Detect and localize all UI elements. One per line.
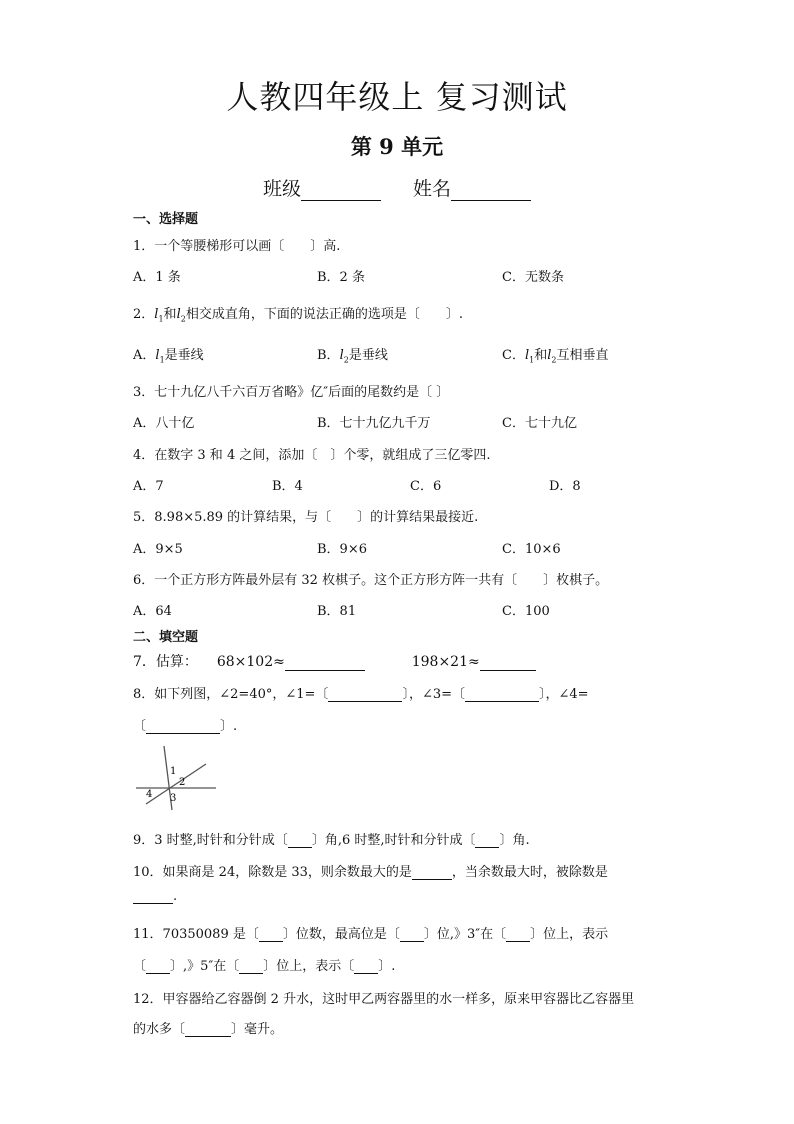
q4-option-b[interactable]: B．4 <box>272 479 303 494</box>
q1-option-c[interactable]: C．无数条 <box>502 270 564 285</box>
q7-blank-1[interactable] <box>285 656 365 671</box>
q7-label: 7．估算： <box>133 654 198 670</box>
question-10-line-2 <box>133 889 177 904</box>
q11-text-3: 〕位,》3″在〔 <box>423 927 507 942</box>
q11-text-7: 〕位上，表示〔 <box>263 959 355 974</box>
angle-label-2: 2 <box>179 777 186 788</box>
question-11-line-2 <box>133 955 395 974</box>
q2-c-sub1: 1 <box>529 355 535 365</box>
q2-l1: l <box>154 307 159 322</box>
q2-c-sub2: 2 <box>551 355 557 365</box>
q9-blank-2[interactable] <box>475 833 499 848</box>
question-5: 5．8.98×5.89 的计算结果，与〔 〕的计算结果最接近. <box>133 510 479 525</box>
q2-sub2: 2 <box>180 314 186 324</box>
q5-option-b[interactable]: B．9×6 <box>317 542 367 557</box>
question-9 <box>133 829 530 848</box>
q2-and: 和 <box>163 307 177 322</box>
q8-blank-3[interactable] <box>465 687 539 702</box>
q11-text-6: 〕,》5″在〔 <box>170 959 240 974</box>
q8-open: 〔 <box>133 719 147 734</box>
q9-text-2: 〕角,6 时整,时针和分针成〔 <box>311 833 476 848</box>
q11-text-2: 〕位数，最高位是〔 <box>282 927 400 942</box>
q12-blank[interactable] <box>185 1022 231 1037</box>
q12-text-1: 的水多〔 <box>133 1022 186 1037</box>
q11-text-1: 11．70350089 是〔 <box>133 927 259 942</box>
q11-text-5: 〔 <box>133 959 147 974</box>
q9-blank-1[interactable] <box>288 833 312 848</box>
q2-number: 2． <box>133 307 155 322</box>
q2-c-l1: l <box>524 348 530 363</box>
q2-l2: l <box>176 307 181 322</box>
q11-blank-4[interactable] <box>146 959 170 974</box>
question-12: 12．甲容器给乙容器倒 2 升水，这时甲乙两容器里的水一样多，原来甲容器比乙容器里 <box>133 992 635 1007</box>
q8-text-2: 〕，∠3=〔 <box>402 687 465 702</box>
q11-blank-1[interactable] <box>259 927 283 942</box>
angle-figure <box>130 742 222 812</box>
q6-option-a[interactable]: A．64 <box>133 604 172 619</box>
page-title: 人教四年级上 复习测试 <box>226 78 568 116</box>
question-2 <box>133 303 463 324</box>
question-8 <box>133 683 589 702</box>
q2-b-sub: 2 <box>343 355 349 365</box>
q2-b-prefix: B． <box>317 348 340 363</box>
question-6: 6．一个正方形方阵最外层有 32 枚棋子。这个正方形方阵一共有〔 〕枚棋子。 <box>133 573 609 588</box>
q2-a-sub: 1 <box>159 355 165 365</box>
q2-option-a[interactable] <box>133 344 204 365</box>
q2-c-l2: l <box>547 348 552 363</box>
q2-option-b[interactable] <box>317 344 388 365</box>
q2-text: 相交成直角，下面的说法正确的选项是〔 〕. <box>185 307 463 322</box>
q1-option-a[interactable]: A．1 条 <box>133 270 181 285</box>
question-7 <box>133 651 536 671</box>
q12-text-2: 〕毫升。 <box>231 1022 284 1037</box>
q8-close: 〕. <box>220 719 238 734</box>
question-3: 3．七十九亿八千六百万省略》亿″后面的尾数约是〔 〕 <box>133 385 450 400</box>
q2-sub1: 1 <box>158 314 164 324</box>
question-1: 1．一个等腰梯形可以画〔 〕高. <box>133 239 341 254</box>
q2-b-text: 是垂线 <box>348 348 388 363</box>
q9-text-3: 〕角. <box>499 833 530 848</box>
question-4: 4．在数字 3 和 4 之间，添加〔 〕个零，就组成了三亿零四. <box>133 448 491 463</box>
q2-a-text: 是垂线 <box>164 348 204 363</box>
q11-blank-2[interactable] <box>400 927 424 942</box>
q3-option-b[interactable]: B．七十九亿九千万 <box>317 416 431 431</box>
q6-option-c[interactable]: C．100 <box>502 604 550 619</box>
question-12-line-2 <box>133 1018 283 1037</box>
q7-expr-1: 68×102≈ <box>216 654 285 670</box>
q10-text-2: ，当余数最大时，被除数是 <box>451 865 608 880</box>
q2-a-l: l <box>155 348 160 363</box>
q11-blank-6[interactable] <box>354 959 378 974</box>
angle-label-1: 1 <box>170 766 177 777</box>
angle-label-4: 4 <box>146 789 153 800</box>
section-heading-choice: 一、选择题 <box>133 212 199 227</box>
q1-option-b[interactable]: B．2 条 <box>317 270 365 285</box>
q5-option-a[interactable]: A．9×5 <box>133 542 183 557</box>
q10-blank-1[interactable] <box>412 865 452 880</box>
q2-option-c[interactable] <box>502 344 609 365</box>
q4-option-a[interactable]: A．7 <box>133 479 164 494</box>
q8-text-3: 〕，∠4= <box>539 687 589 702</box>
q11-text-4: 〕位上，表示 <box>530 927 609 942</box>
q8-blank-4[interactable] <box>146 719 220 734</box>
name-blank[interactable] <box>451 180 531 201</box>
class-blank[interactable] <box>301 180 381 201</box>
q11-blank-3[interactable] <box>506 927 530 942</box>
q11-text-8: 〕. <box>378 959 396 974</box>
q2-b-l: l <box>339 348 344 363</box>
q2-c-prefix: C． <box>502 348 525 363</box>
q8-text-1: 8．如下列图，∠2=40°，∠1=〔 <box>133 687 329 702</box>
q5-option-c[interactable]: C．10×6 <box>502 542 561 557</box>
q2-c-and: 和 <box>534 348 548 363</box>
question-8-line-2 <box>133 715 237 734</box>
q3-option-a[interactable]: A．八十亿 <box>133 416 195 431</box>
q7-expr-2: 198×21≈ <box>411 654 480 670</box>
q8-blank-1[interactable] <box>328 687 402 702</box>
q4-option-d[interactable]: D．8 <box>549 479 581 494</box>
q4-option-c[interactable]: C．6 <box>410 479 442 494</box>
question-10 <box>133 861 608 880</box>
question-11 <box>133 923 608 942</box>
unit-subtitle: 第 9 单元 <box>350 134 444 159</box>
q10-end: . <box>173 889 178 904</box>
q10-blank-2[interactable] <box>133 889 173 904</box>
name-label: 姓名 <box>413 178 452 200</box>
q11-blank-5[interactable] <box>239 959 263 974</box>
q3-option-c[interactable]: C．七十九亿 <box>502 416 577 431</box>
q2-a-prefix: A． <box>133 348 156 363</box>
q7-blank-2[interactable] <box>480 656 536 671</box>
angle-label-3: 3 <box>170 793 177 804</box>
class-label: 班级 <box>262 178 301 200</box>
section-heading-fill: 二、填空题 <box>133 630 199 645</box>
q10-text-1: 10．如果商是 24，除数是 33，则余数最大的是 <box>133 865 412 880</box>
q2-c-text: 互相垂直 <box>556 348 609 363</box>
class-name-line <box>0 174 794 201</box>
q9-text-1: 9．3 时整,时针和分针成〔 <box>133 833 288 848</box>
q6-option-b[interactable]: B．81 <box>317 604 357 619</box>
